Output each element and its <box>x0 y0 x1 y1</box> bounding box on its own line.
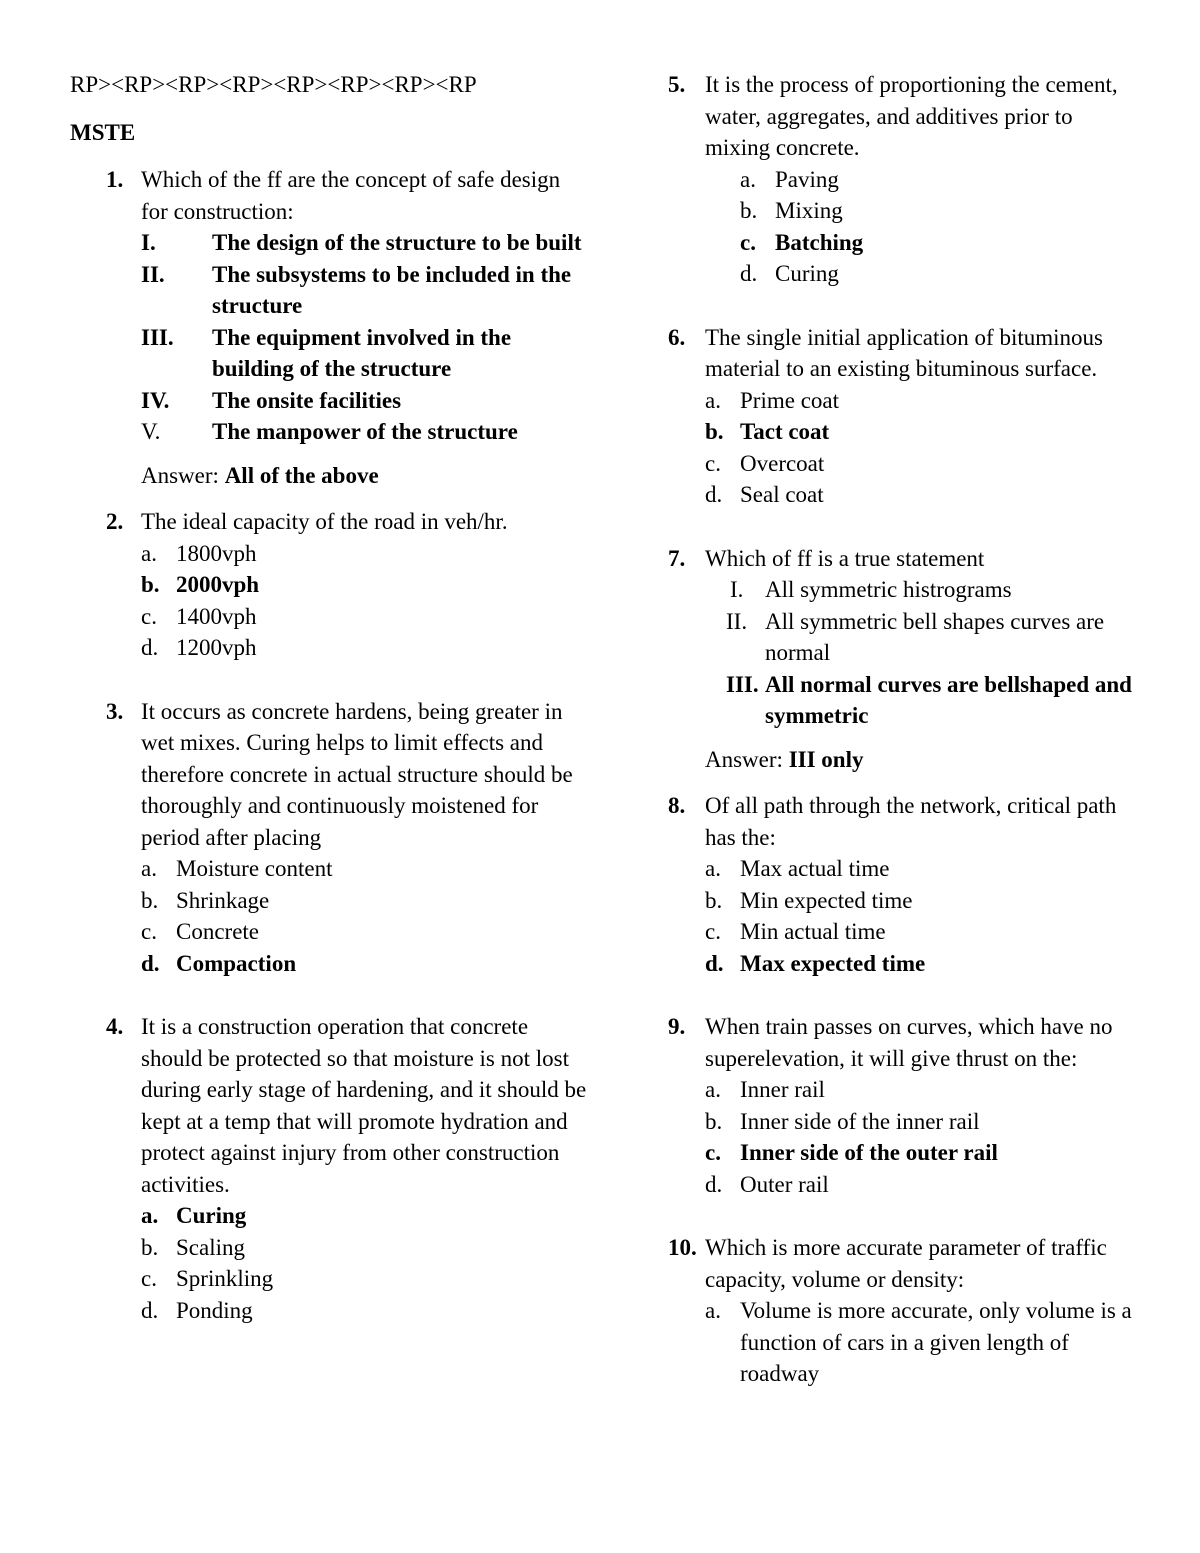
option-label: b. <box>141 1234 159 1260</box>
option-text: Tact coat <box>740 419 830 444</box>
option-text: Prime coat <box>740 387 839 413</box>
option-c <box>705 916 1138 948</box>
statement-label: III. <box>726 671 759 697</box>
question-number: 3. <box>106 698 124 724</box>
option-text: Min expected time <box>740 887 913 913</box>
option-c <box>141 916 590 948</box>
question-number: 1. <box>106 167 124 192</box>
question-number: 4. <box>106 1014 124 1039</box>
answer-line <box>141 460 590 492</box>
statement-text: The manpower of the structure <box>212 419 518 444</box>
statement-item <box>730 574 1138 606</box>
statement-item <box>141 416 590 448</box>
option-label: d. <box>141 1297 159 1323</box>
question-stem: The single initial application of bituminous material to an existing bituminous surface. <box>705 324 1103 381</box>
option-d <box>705 948 1138 980</box>
statement-label: I. <box>730 577 744 602</box>
option-text: Inner rail <box>740 1077 825 1102</box>
option-label: d. <box>705 1171 723 1197</box>
option-c <box>141 1263 590 1295</box>
statement-item <box>141 227 590 259</box>
option-label: d. <box>705 950 724 976</box>
option-text: Min actual time <box>740 919 886 944</box>
option-d <box>141 1295 590 1327</box>
option-text: Compaction <box>176 950 297 976</box>
option-label: a. <box>705 1077 721 1102</box>
page-header: RP><RP><RP><RP><RP><RP><RP><RP <box>70 72 477 97</box>
question-2 <box>70 506 590 664</box>
question-1 <box>70 164 590 491</box>
option-label: c. <box>705 450 721 476</box>
question-stem: Which of ff is a true statement <box>705 545 985 571</box>
statement-text: All symmetric histrograms <box>765 577 1012 602</box>
left-column <box>70 69 590 1326</box>
option-c <box>705 1137 1138 1169</box>
option-a <box>141 853 590 885</box>
option-text: Outer rail <box>740 1171 829 1197</box>
question-stem: It is the process of proportioning the cement, water, aggregates, and additives prior to mixing concrete. <box>705 72 1118 160</box>
option-b <box>740 195 1138 227</box>
statement-label: III. <box>141 324 174 350</box>
question-stem: When train passes on curves, which have no superelevation, it will give thrust on the: <box>705 1014 1113 1071</box>
question-6 <box>668 322 1138 511</box>
statement-label: IV. <box>141 387 170 413</box>
option-d <box>141 948 590 980</box>
option-text: Inner side of the outer rail <box>740 1140 998 1165</box>
option-label: b. <box>141 887 159 913</box>
statement-label: II. <box>141 261 165 287</box>
option-label: d. <box>705 482 723 507</box>
option-text: Shrinkage <box>176 887 270 913</box>
answer-prefix: Answer: <box>141 462 219 488</box>
option-text: Overcoat <box>740 450 825 476</box>
option-d <box>141 632 590 664</box>
right-column <box>668 69 1138 1390</box>
option-text: Inner side of the inner rail <box>740 1108 980 1134</box>
option-label: c. <box>705 919 721 944</box>
option-d <box>705 479 1138 511</box>
option-label: a. <box>141 856 157 881</box>
option-text: Seal coat <box>740 482 824 507</box>
option-text: 1400vph <box>176 603 257 629</box>
option-text: 2000vph <box>176 572 260 597</box>
option-label: c. <box>141 1266 157 1291</box>
question-stem: Which of the ff are the concept of safe design for construction: <box>141 167 561 224</box>
question-10 <box>668 1232 1138 1390</box>
option-b <box>705 885 1138 917</box>
option-d <box>705 1169 1138 1201</box>
question-8 <box>668 790 1138 979</box>
option-text: Ponding <box>176 1297 253 1323</box>
statement-text: The subsystems to be included in the structure <box>212 261 572 318</box>
option-text: Curing <box>176 1203 247 1228</box>
option-b <box>141 1232 590 1264</box>
question-4 <box>70 1011 590 1326</box>
option-label: a. <box>141 540 157 566</box>
question-7 <box>668 543 1138 776</box>
option-label: d. <box>141 635 159 660</box>
option-label: a. <box>705 856 721 881</box>
option-b <box>141 569 590 601</box>
option-label: a. <box>705 1298 721 1323</box>
option-b <box>705 1106 1138 1138</box>
option-a <box>705 853 1138 885</box>
option-label: c. <box>705 1140 721 1165</box>
question-number: 6. <box>668 324 686 350</box>
statement-label: V. <box>141 419 161 444</box>
option-label: c. <box>740 229 756 255</box>
option-c <box>740 227 1138 259</box>
statement-item <box>726 669 1138 732</box>
answer-prefix: Answer: <box>705 746 783 772</box>
option-text: 1800vph <box>176 540 257 566</box>
option-b <box>705 416 1138 448</box>
question-number: 7. <box>668 545 686 571</box>
question-number: 5. <box>668 72 686 97</box>
statement-item <box>726 606 1138 669</box>
question-5 <box>668 69 1138 290</box>
option-a <box>740 164 1138 196</box>
statement-text: All normal curves are bellshaped and symmetric <box>765 671 1132 728</box>
option-text: Scaling <box>176 1234 245 1260</box>
option-label: b. <box>705 419 724 444</box>
option-text: Concrete <box>176 919 260 944</box>
question-number: 9. <box>668 1014 686 1039</box>
option-c <box>141 601 590 633</box>
question-stem: It occurs as concrete hardens, being greater in wet mixes. Curing helps to limit effects and therefore concrete in actual structure should be thoroughly and continuously moistened for period after placing <box>141 698 573 850</box>
answer-value: III only <box>788 746 864 772</box>
statement-text: The onsite facilities <box>212 387 402 413</box>
statement-text: The design of the structure to be built <box>212 230 582 255</box>
question-stem: The ideal capacity of the road in veh/hr. <box>141 509 508 534</box>
option-text: Max actual time <box>740 856 890 881</box>
option-text: Moisture content <box>176 856 333 881</box>
question-stem: Of all path through the network, critical path has the: <box>705 793 1117 850</box>
option-a <box>705 1074 1138 1106</box>
statement-item <box>141 385 590 417</box>
option-label: a. <box>141 1203 159 1228</box>
option-text: Volume is more accurate, only volume is a function of cars in a given length of roadway <box>740 1298 1132 1386</box>
question-number: 2. <box>106 509 124 534</box>
option-text: Curing <box>775 261 839 286</box>
option-label: b. <box>740 198 758 223</box>
option-label: a. <box>705 387 721 413</box>
statement-label: II. <box>726 608 748 634</box>
option-text: Max expected time <box>740 950 926 976</box>
option-label: d. <box>740 261 758 286</box>
option-label: b. <box>705 1108 723 1134</box>
statement-text: The equipment involved in the building of the structure <box>212 324 512 381</box>
statement-item <box>141 322 590 385</box>
question-stem: Which is more accurate parameter of traffic capacity, volume or density: <box>705 1235 1107 1292</box>
answer-line <box>705 744 1138 776</box>
option-a <box>141 1200 590 1232</box>
option-label: c. <box>141 603 157 629</box>
question-number: 8. <box>668 793 686 818</box>
statement-item <box>141 259 590 322</box>
option-a <box>705 385 1138 417</box>
option-text: Sprinkling <box>176 1266 274 1291</box>
statement-label: I. <box>141 230 156 255</box>
option-label: b. <box>705 887 723 913</box>
answer-value: All of the above <box>224 462 379 488</box>
question-stem: It is a construction operation that concrete should be protected so that moisture is not lost during early stage of hardening, and it should be kept at a temp that will promote hydration and protect against injury from other construction activities. <box>141 1014 587 1197</box>
option-d <box>740 258 1138 290</box>
option-label: a. <box>740 166 756 192</box>
option-label: c. <box>141 919 157 944</box>
option-label: d. <box>141 950 160 976</box>
option-b <box>141 885 590 917</box>
option-a <box>141 538 590 570</box>
option-a <box>705 1295 1138 1390</box>
option-text: Mixing <box>775 198 843 223</box>
question-3 <box>70 696 590 980</box>
option-c <box>705 448 1138 480</box>
option-text: Batching <box>775 229 864 255</box>
option-text: 1200vph <box>176 635 257 660</box>
statement-text: All symmetric bell shapes curves are normal <box>765 608 1105 665</box>
option-label: b. <box>141 572 160 597</box>
option-text: Paving <box>775 166 839 192</box>
question-9 <box>668 1011 1138 1200</box>
document-title: MSTE <box>70 119 136 145</box>
question-number: 10. <box>668 1235 697 1260</box>
